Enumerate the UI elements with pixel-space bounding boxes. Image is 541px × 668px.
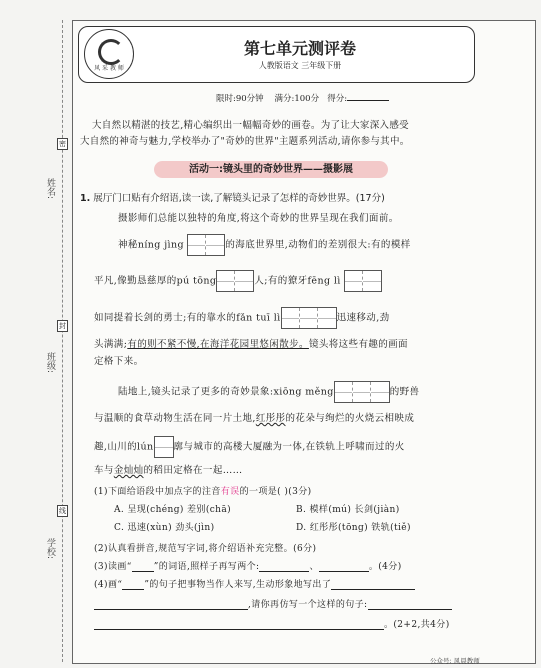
text: 的稻田定格在一起…… <box>143 465 243 476</box>
passage-line-8 <box>94 410 414 424</box>
text: 廓与城市的高楼大厦融为一体,在铁轨上呼啸而过的火 <box>173 441 405 453</box>
binding-line <box>62 20 63 662</box>
page-title: 第七单元测评卷 <box>243 39 356 58</box>
swirl-icon <box>98 39 124 65</box>
score-label: 得分: <box>327 94 348 104</box>
text: 的野兽 <box>389 386 420 398</box>
passage-p1: 摄影师们总能以独特的角度,将这个奇妙的世界呈现在我们面前。 <box>118 213 399 224</box>
pinyin: xiōng měng <box>273 386 334 398</box>
text: 迅速移动,劲 <box>336 312 390 324</box>
score-blank[interactable] <box>347 100 389 101</box>
question-number: 1. <box>80 193 91 204</box>
pinyin-box-ningjing[interactable] <box>187 234 225 256</box>
text: 的海底世界里,动物们的差别很大:有的 <box>225 239 391 251</box>
option-c[interactable]: C. 迅速(xùn) 劲头(jìn) <box>114 523 215 533</box>
question-text: 展厅门口贴有介绍语,读一读,了解镜头记录了怎样的奇妙世界。(17分) <box>93 193 385 204</box>
passage-line-3 <box>94 270 382 292</box>
school-label: 学校: <box>45 538 55 560</box>
pinyin-box-lun[interactable] <box>154 436 174 458</box>
text: 。(4分) <box>368 562 402 572</box>
pinyin-box-fantuili[interactable] <box>281 307 337 329</box>
passage-line-5 <box>94 336 408 350</box>
sub-question-1 <box>94 484 312 497</box>
answer-blank[interactable] <box>319 571 369 572</box>
seal-box-mi: 密 <box>59 140 66 148</box>
passage-line-6: 定格下来。 <box>94 356 144 367</box>
text: 。(2+2,共4分) <box>384 620 450 630</box>
footer-credit: 公众号: 风晨教师 <box>430 657 480 665</box>
answer-blank[interactable] <box>94 609 248 610</box>
passage-line-9 <box>94 436 405 458</box>
underlined-sentence: 有的则不紧不慢,在海洋花园里悠闲散步。 <box>127 339 309 350</box>
class-label: 班级: <box>45 352 55 374</box>
page-subtitle: 人教版语文 三年级下册 <box>258 61 342 70</box>
text: ”的句子把事物当作人来写,生动形象地写出了 <box>144 580 332 590</box>
pinyin: pú tōng <box>176 275 217 287</box>
text: 如同提着长剑的勇士;有的靠水的 <box>94 312 237 324</box>
text: 模样 <box>390 239 411 251</box>
text: 陆地上,镜头记录了更多的奇妙景象: <box>118 386 274 398</box>
text: 趣,山川的 <box>94 441 138 453</box>
pinyin-box-xiongmeng[interactable] <box>334 381 390 403</box>
text: 与温顺的食草动物生活在同一片土地, <box>94 413 256 424</box>
text: 镜头将这些有趣的画面 <box>308 339 408 350</box>
option-a[interactable]: A. 呈现(chéng) 差别(chā) <box>114 505 232 515</box>
text: 的花朵与绚烂的火烧云相映成 <box>285 413 415 424</box>
mark-blank <box>132 571 154 572</box>
seal-box-feng: 封 <box>59 322 66 330</box>
text: (3)读画“ <box>94 562 132 572</box>
pinyin: fēng lì <box>307 275 341 287</box>
pinyin: níng jìng <box>137 239 184 251</box>
passage-line-7 <box>118 381 419 403</box>
intro-line-2: 大自然的神奇与魅力,学校举办了"奇妙的世界"主题系列活动,请你参与其中。 <box>80 136 410 147</box>
text: (4)画“ <box>94 580 123 590</box>
question-1 <box>80 190 385 204</box>
intro-line-1: 大自然以精湛的技艺,精心编织出一幅幅奇妙的画卷。为了让大家深入感受 <box>92 120 409 131</box>
text: 的一项是( )(3分) <box>239 487 312 497</box>
sub-question-4 <box>94 577 415 590</box>
text: 神秘 <box>118 239 138 251</box>
name-label: 姓名: <box>45 178 55 200</box>
answer-blank[interactable] <box>94 629 384 630</box>
passage-line-10 <box>94 462 243 476</box>
text: ,请你再仿写一个这样的句子: <box>248 600 368 610</box>
logo-text: 风 采 教 师 <box>94 65 124 72</box>
text: 人;有的獠牙 <box>254 275 308 287</box>
wavy-word: 金灿灿 <box>113 465 144 476</box>
sub-question-4-cont <box>94 597 452 610</box>
highlight: 有误 <box>220 487 240 497</box>
sub-question-4-end <box>94 617 450 630</box>
passage-line-4 <box>94 307 390 329</box>
logo <box>84 29 134 79</box>
pinyin-box-fengli[interactable] <box>344 270 382 292</box>
activity-banner: 活动一:镜头里的奇妙世界——摄影展 <box>154 161 388 178</box>
sub-question-2: (2)认真看拼音,规范写字词,将介绍语补充完整。(6分) <box>94 544 317 554</box>
exam-meta <box>216 92 389 104</box>
text: 、 <box>309 562 319 572</box>
full-score: 满分:100分 <box>274 94 320 104</box>
answer-blank[interactable] <box>259 571 309 572</box>
wavy-word: 红彤彤 <box>255 413 286 424</box>
text: 平凡,像勤恳慈厚的 <box>94 275 177 287</box>
text: 车与 <box>94 465 114 476</box>
text: ”的词语,照样子再写两个: <box>153 562 260 572</box>
option-d[interactable]: D. 红彤彤(tōng) 铁轨(tiě) <box>296 523 411 533</box>
mark-blank <box>122 589 144 590</box>
pinyin: lún <box>137 441 154 453</box>
sub-question-3 <box>94 559 402 572</box>
answer-blank[interactable] <box>368 609 452 610</box>
pinyin: fǎn tuī lì <box>236 312 281 324</box>
time-limit: 限时:90分钟 <box>216 94 264 104</box>
pinyin-box-putong[interactable] <box>216 270 254 292</box>
passage-line-2 <box>118 234 411 256</box>
answer-blank[interactable] <box>331 589 415 590</box>
text: 头满满; <box>94 339 128 350</box>
seal-box-xian: 线 <box>59 507 66 515</box>
option-b[interactable]: B. 模样(mú) 长剑(jiàn) <box>296 505 400 515</box>
text: (1)下面给语段中加点字的注音 <box>94 487 221 497</box>
